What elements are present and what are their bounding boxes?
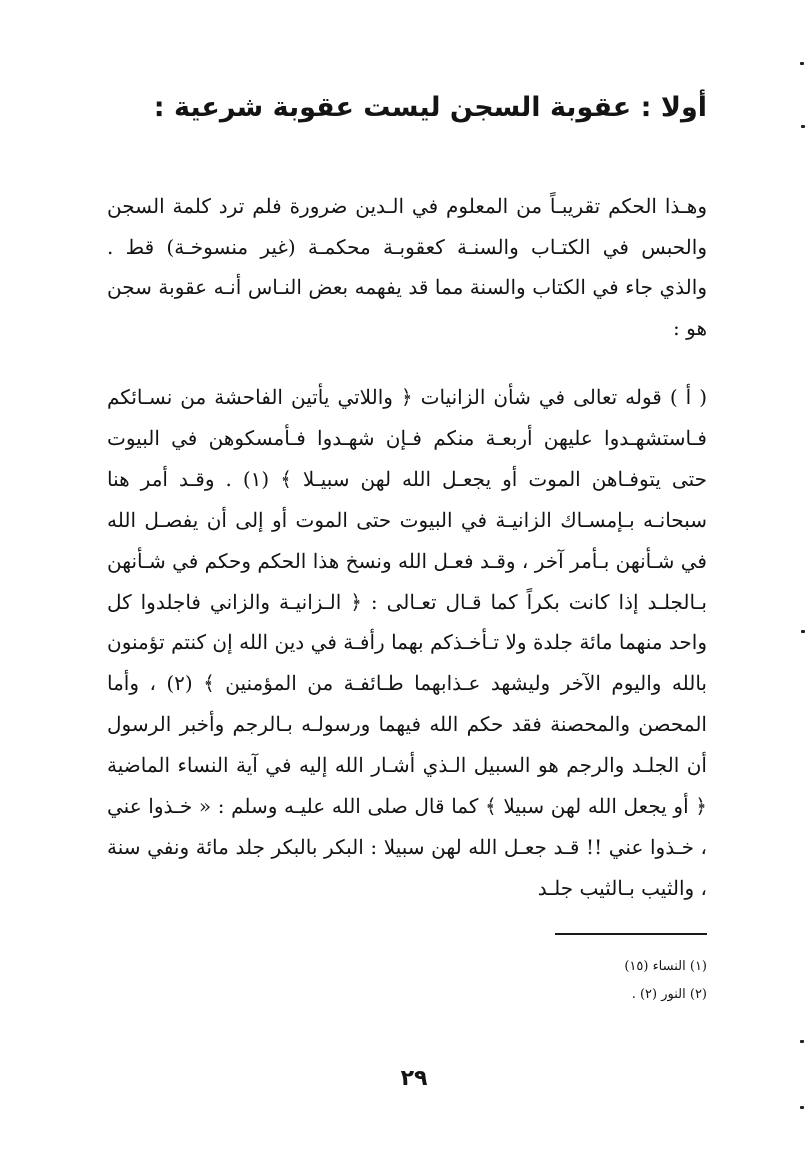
- paragraph-verse-discussion: ( أ ) قوله تعالى في شأن الزانيات ﴿ واللاتي يأتين الفاحشة من نسـائكم فـاستشهـدوا عليهن أربعـة منكم فـإن شهـدوا فـأمسكوهن في البيوت حتى يتوفـاهن الموت أو يجعـل الله لهن سبيـلا ﴾ (١) . وقـد أمر هنا سبحانـه بـإمسـاك الزانيـة في البيوت حتى الموت أو إلى أن يفصـل الله في شـأنهن بـأمر آخر ، وقـد فعـل الله ونسخ هذا الحكم وحكم في شـأنهن بـالجلـد إذا كانت بكراً كما قـال تعـالى : ﴿ الـزانيـة والزاني فاجلدوا كل واحد منهما مائة جلدة ولا تـأخـذكم بهما رأفـة في دين الله إن كنتم تؤمنون بالله واليوم الآخر وليشهد عـذابهما طـائفـة من المؤمنين ﴾ (٢) ، وأما المحصن والمحصنة فقد حكم الله فيهما ورسولـه بـالرجم وأخبر الرسول أن الجلـد والرجم هو السبيل الـذي أشـار الله إليه في آية النساء الماضية ﴿ أو يجعل الله لهن سبيلا ﴾ كما قال صلى الله عليـه وسلم : « خـذوا عني ، خـذوا عني !! قـد جعـل الله لهن سبيلا : البكر بالبكر جلد مائة ونفي سنة ، والثيب بـالثيب جلـد: [107, 385, 707, 900]
- footnotes: [407, 953, 707, 1009]
- paragraph-intro: وهـذا الحكم تقريبـاً من المعلوم في الـدين ضرورة فلم ترد كلمة السجن والحبس في الكتـاب والسنـة كعقوبـة محكمـة (غير منسوخـة) قط . والذي جاء في الكتاب والسنة مما قد يفهمه بعض النـاس أنـه عقوبة سجن هو :: [107, 194, 707, 340]
- margin-mark: [800, 1106, 804, 1109]
- section-heading: أولا : عقوبة السجن ليست عقوبة شرعية :: [153, 92, 707, 123]
- margin-mark: [801, 125, 805, 128]
- footnote-separator: [555, 933, 707, 935]
- margin-mark: [801, 630, 805, 633]
- margin-mark: [800, 62, 804, 65]
- footnote-2: (٢) النور (٢) .: [631, 987, 707, 1002]
- page-number: ٢٩: [400, 1066, 428, 1091]
- margin-mark: [800, 1040, 804, 1043]
- footnote-1: (١) النساء (١٥): [624, 959, 707, 974]
